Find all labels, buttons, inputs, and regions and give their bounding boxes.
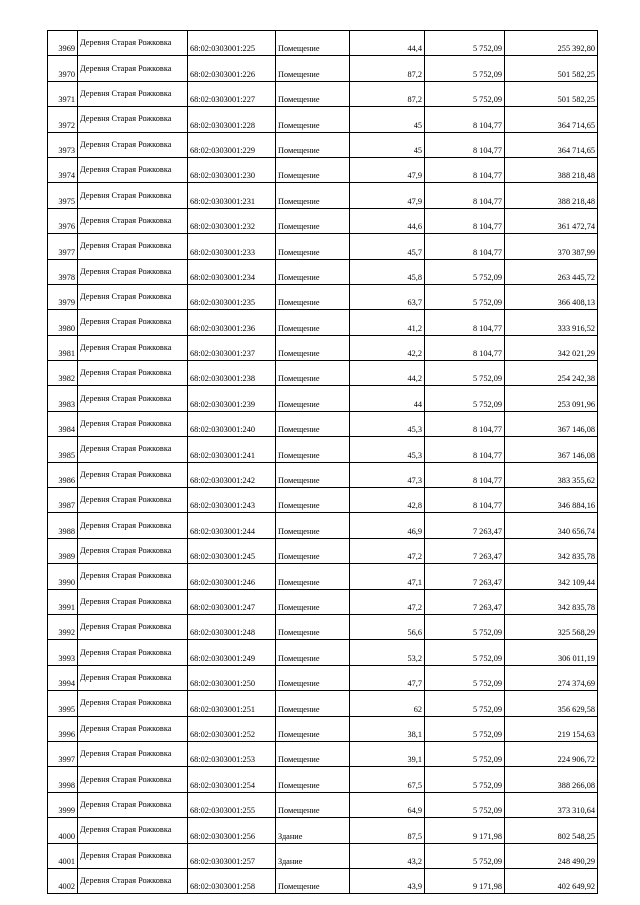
row-number-cell: 4001 bbox=[48, 843, 78, 868]
area-cell: 53,2 bbox=[350, 640, 425, 665]
table-row bbox=[48, 640, 598, 665]
row-number-cell: 3985 bbox=[48, 437, 78, 462]
row-number-cell: 3999 bbox=[48, 792, 78, 817]
cadastral-number-cell: 68:02:0303001:246 bbox=[188, 564, 276, 589]
cadastral-value-cell: 501 582,25 bbox=[505, 56, 598, 81]
location-cell: Деревня Старая Рожковка bbox=[78, 716, 188, 741]
location-cell: Деревня Старая Рожковка bbox=[78, 81, 188, 106]
table-row bbox=[48, 361, 598, 386]
area-cell: 39,1 bbox=[350, 741, 425, 766]
row-number-cell: 3995 bbox=[48, 691, 78, 716]
table-row bbox=[48, 818, 598, 843]
location-cell: Деревня Старая Рожковка bbox=[78, 284, 188, 309]
location-cell: Деревня Старая Рожковка bbox=[78, 691, 188, 716]
table-row bbox=[48, 437, 598, 462]
unit-value-cell: 8 104,77 bbox=[425, 107, 505, 132]
unit-value-cell: 8 104,77 bbox=[425, 488, 505, 513]
object-type-cell: Помещение bbox=[276, 157, 350, 182]
cadastral-number-cell: 68:02:0303001:225 bbox=[188, 31, 276, 56]
table-row bbox=[48, 310, 598, 335]
location-cell: Деревня Старая Рожковка bbox=[78, 234, 188, 259]
cadastral-number-cell: 68:02:0303001:245 bbox=[188, 538, 276, 563]
location-cell: Деревня Старая Рожковка bbox=[78, 132, 188, 157]
cadastral-number-cell: 68:02:0303001:227 bbox=[188, 81, 276, 106]
cadastral-number-cell: 68:02:0303001:242 bbox=[188, 462, 276, 487]
cadastral-value-cell: 254 242,38 bbox=[505, 361, 598, 386]
unit-value-cell: 8 104,77 bbox=[425, 462, 505, 487]
location-cell: Деревня Старая Рожковка bbox=[78, 589, 188, 614]
cadastral-number-cell: 68:02:0303001:247 bbox=[188, 589, 276, 614]
unit-value-cell: 5 752,09 bbox=[425, 31, 505, 56]
object-type-cell: Помещение bbox=[276, 614, 350, 639]
unit-value-cell: 8 104,77 bbox=[425, 157, 505, 182]
cadastral-number-cell: 68:02:0303001:258 bbox=[188, 868, 276, 893]
row-number-cell: 4000 bbox=[48, 818, 78, 843]
area-cell: 45,8 bbox=[350, 259, 425, 284]
table-row bbox=[48, 132, 598, 157]
table-row bbox=[48, 792, 598, 817]
table-row bbox=[48, 234, 598, 259]
table-row bbox=[48, 868, 598, 893]
object-type-cell: Помещение bbox=[276, 107, 350, 132]
cadastral-number-cell: 68:02:0303001:232 bbox=[188, 208, 276, 233]
table-row bbox=[48, 335, 598, 360]
location-cell: Деревня Старая Рожковка bbox=[78, 107, 188, 132]
object-type-cell: Помещение bbox=[276, 462, 350, 487]
cadastral-value-cell: 388 218,48 bbox=[505, 183, 598, 208]
unit-value-cell: 8 104,77 bbox=[425, 335, 505, 360]
area-cell: 47,9 bbox=[350, 157, 425, 182]
row-number-cell: 3986 bbox=[48, 462, 78, 487]
property-table bbox=[47, 30, 598, 894]
cadastral-number-cell: 68:02:0303001:240 bbox=[188, 411, 276, 436]
area-cell: 47,2 bbox=[350, 538, 425, 563]
cadastral-number-cell: 68:02:0303001:257 bbox=[188, 843, 276, 868]
cadastral-number-cell: 68:02:0303001:256 bbox=[188, 818, 276, 843]
object-type-cell: Помещение bbox=[276, 132, 350, 157]
row-number-cell: 3973 bbox=[48, 132, 78, 157]
table-row bbox=[48, 107, 598, 132]
table-row bbox=[48, 462, 598, 487]
cadastral-number-cell: 68:02:0303001:229 bbox=[188, 132, 276, 157]
cadastral-value-cell: 370 387,99 bbox=[505, 234, 598, 259]
area-cell: 47,7 bbox=[350, 665, 425, 690]
location-cell: Деревня Старая Рожковка bbox=[78, 183, 188, 208]
object-type-cell: Помещение bbox=[276, 361, 350, 386]
location-cell: Деревня Старая Рожковка bbox=[78, 31, 188, 56]
table-row bbox=[48, 386, 598, 411]
unit-value-cell: 7 263,47 bbox=[425, 513, 505, 538]
cadastral-value-cell: 501 582,25 bbox=[505, 81, 598, 106]
row-number-cell: 3977 bbox=[48, 234, 78, 259]
unit-value-cell: 8 104,77 bbox=[425, 132, 505, 157]
cadastral-value-cell: 366 408,13 bbox=[505, 284, 598, 309]
table-row bbox=[48, 157, 598, 182]
cadastral-value-cell: 340 656,74 bbox=[505, 513, 598, 538]
location-cell: Деревня Старая Рожковка bbox=[78, 259, 188, 284]
cadastral-number-cell: 68:02:0303001:239 bbox=[188, 386, 276, 411]
unit-value-cell: 5 752,09 bbox=[425, 767, 505, 792]
cadastral-value-cell: 255 392,80 bbox=[505, 31, 598, 56]
area-cell: 44,2 bbox=[350, 361, 425, 386]
row-number-cell: 3984 bbox=[48, 411, 78, 436]
cadastral-value-cell: 346 884,16 bbox=[505, 488, 598, 513]
location-cell: Деревня Старая Рожковка bbox=[78, 310, 188, 335]
row-number-cell: 3979 bbox=[48, 284, 78, 309]
row-number-cell: 3971 bbox=[48, 81, 78, 106]
object-type-cell: Помещение bbox=[276, 335, 350, 360]
object-type-cell: Здание bbox=[276, 818, 350, 843]
object-type-cell: Помещение bbox=[276, 81, 350, 106]
row-number-cell: 3975 bbox=[48, 183, 78, 208]
row-number-cell: 3993 bbox=[48, 640, 78, 665]
unit-value-cell: 8 104,77 bbox=[425, 310, 505, 335]
unit-value-cell: 7 263,47 bbox=[425, 564, 505, 589]
object-type-cell: Помещение bbox=[276, 31, 350, 56]
location-cell: Деревня Старая Рожковка bbox=[78, 614, 188, 639]
cadastral-value-cell: 383 355,62 bbox=[505, 462, 598, 487]
row-number-cell: 3972 bbox=[48, 107, 78, 132]
area-cell: 64,9 bbox=[350, 792, 425, 817]
table-body bbox=[48, 31, 598, 894]
object-type-cell: Помещение bbox=[276, 56, 350, 81]
location-cell: Деревня Старая Рожковка bbox=[78, 640, 188, 665]
cadastral-number-cell: 68:02:0303001:249 bbox=[188, 640, 276, 665]
cadastral-number-cell: 68:02:0303001:234 bbox=[188, 259, 276, 284]
object-type-cell: Помещение bbox=[276, 310, 350, 335]
row-number-cell: 4002 bbox=[48, 868, 78, 893]
cadastral-value-cell: 325 568,29 bbox=[505, 614, 598, 639]
cadastral-value-cell: 402 649,92 bbox=[505, 868, 598, 893]
table-row bbox=[48, 564, 598, 589]
table-row bbox=[48, 284, 598, 309]
table-row bbox=[48, 56, 598, 81]
unit-value-cell: 8 104,77 bbox=[425, 437, 505, 462]
row-number-cell: 3969 bbox=[48, 31, 78, 56]
area-cell: 87,2 bbox=[350, 81, 425, 106]
cadastral-number-cell: 68:02:0303001:226 bbox=[188, 56, 276, 81]
object-type-cell: Помещение bbox=[276, 538, 350, 563]
cadastral-value-cell: 802 548,25 bbox=[505, 818, 598, 843]
area-cell: 38,1 bbox=[350, 716, 425, 741]
location-cell: Деревня Старая Рожковка bbox=[78, 208, 188, 233]
location-cell: Деревня Старая Рожковка bbox=[78, 767, 188, 792]
object-type-cell: Помещение bbox=[276, 259, 350, 284]
area-cell: 43,9 bbox=[350, 868, 425, 893]
row-number-cell: 3992 bbox=[48, 614, 78, 639]
cadastral-value-cell: 364 714,65 bbox=[505, 107, 598, 132]
unit-value-cell: 5 752,09 bbox=[425, 614, 505, 639]
object-type-cell: Помещение bbox=[276, 208, 350, 233]
row-number-cell: 3988 bbox=[48, 513, 78, 538]
object-type-cell: Помещение bbox=[276, 488, 350, 513]
location-cell: Деревня Старая Рожковка bbox=[78, 56, 188, 81]
row-number-cell: 3980 bbox=[48, 310, 78, 335]
row-number-cell: 3998 bbox=[48, 767, 78, 792]
row-number-cell: 3976 bbox=[48, 208, 78, 233]
area-cell: 62 bbox=[350, 691, 425, 716]
location-cell: Деревня Старая Рожковка bbox=[78, 513, 188, 538]
row-number-cell: 3978 bbox=[48, 259, 78, 284]
cadastral-number-cell: 68:02:0303001:228 bbox=[188, 107, 276, 132]
unit-value-cell: 8 104,77 bbox=[425, 208, 505, 233]
table-row bbox=[48, 589, 598, 614]
cadastral-value-cell: 224 906,72 bbox=[505, 741, 598, 766]
object-type-cell: Помещение bbox=[276, 234, 350, 259]
cadastral-number-cell: 68:02:0303001:243 bbox=[188, 488, 276, 513]
location-cell: Деревня Старая Рожковка bbox=[78, 411, 188, 436]
location-cell: Деревня Старая Рожковка bbox=[78, 335, 188, 360]
unit-value-cell: 5 752,09 bbox=[425, 81, 505, 106]
table-row bbox=[48, 513, 598, 538]
cadastral-value-cell: 388 218,48 bbox=[505, 157, 598, 182]
location-cell: Деревня Старая Рожковка bbox=[78, 868, 188, 893]
area-cell: 44,4 bbox=[350, 31, 425, 56]
unit-value-cell: 7 263,47 bbox=[425, 589, 505, 614]
cadastral-number-cell: 68:02:0303001:253 bbox=[188, 741, 276, 766]
cadastral-value-cell: 367 146,08 bbox=[505, 437, 598, 462]
table-row bbox=[48, 741, 598, 766]
area-cell: 46,9 bbox=[350, 513, 425, 538]
cadastral-value-cell: 306 011,19 bbox=[505, 640, 598, 665]
cadastral-number-cell: 68:02:0303001:244 bbox=[188, 513, 276, 538]
unit-value-cell: 9 171,98 bbox=[425, 818, 505, 843]
location-cell: Деревня Старая Рожковка bbox=[78, 818, 188, 843]
table-row bbox=[48, 31, 598, 56]
object-type-cell: Помещение bbox=[276, 284, 350, 309]
row-number-cell: 3989 bbox=[48, 538, 78, 563]
cadastral-number-cell: 68:02:0303001:250 bbox=[188, 665, 276, 690]
unit-value-cell: 8 104,77 bbox=[425, 234, 505, 259]
object-type-cell: Помещение bbox=[276, 386, 350, 411]
row-number-cell: 3996 bbox=[48, 716, 78, 741]
area-cell: 87,2 bbox=[350, 56, 425, 81]
cadastral-value-cell: 373 310,64 bbox=[505, 792, 598, 817]
area-cell: 56,6 bbox=[350, 614, 425, 639]
cadastral-number-cell: 68:02:0303001:238 bbox=[188, 361, 276, 386]
area-cell: 47,3 bbox=[350, 462, 425, 487]
cadastral-number-cell: 68:02:0303001:231 bbox=[188, 183, 276, 208]
cadastral-value-cell: 367 146,08 bbox=[505, 411, 598, 436]
unit-value-cell: 5 752,09 bbox=[425, 361, 505, 386]
table-row bbox=[48, 665, 598, 690]
area-cell: 47,1 bbox=[350, 564, 425, 589]
object-type-cell: Помещение bbox=[276, 691, 350, 716]
unit-value-cell: 8 104,77 bbox=[425, 183, 505, 208]
area-cell: 45,3 bbox=[350, 437, 425, 462]
unit-value-cell: 7 263,47 bbox=[425, 538, 505, 563]
area-cell: 45 bbox=[350, 107, 425, 132]
object-type-cell: Помещение bbox=[276, 411, 350, 436]
cadastral-value-cell: 361 472,74 bbox=[505, 208, 598, 233]
unit-value-cell: 5 752,09 bbox=[425, 386, 505, 411]
cadastral-number-cell: 68:02:0303001:237 bbox=[188, 335, 276, 360]
unit-value-cell: 5 752,09 bbox=[425, 741, 505, 766]
row-number-cell: 3990 bbox=[48, 564, 78, 589]
area-cell: 41,2 bbox=[350, 310, 425, 335]
cadastral-value-cell: 342 835,78 bbox=[505, 538, 598, 563]
location-cell: Деревня Старая Рожковка bbox=[78, 792, 188, 817]
area-cell: 67,5 bbox=[350, 767, 425, 792]
unit-value-cell: 5 752,09 bbox=[425, 716, 505, 741]
area-cell: 47,2 bbox=[350, 589, 425, 614]
cadastral-value-cell: 364 714,65 bbox=[505, 132, 598, 157]
area-cell: 42,2 bbox=[350, 335, 425, 360]
object-type-cell: Помещение bbox=[276, 513, 350, 538]
object-type-cell: Помещение bbox=[276, 665, 350, 690]
unit-value-cell: 9 171,98 bbox=[425, 868, 505, 893]
cadastral-value-cell: 342 835,78 bbox=[505, 589, 598, 614]
cadastral-number-cell: 68:02:0303001:236 bbox=[188, 310, 276, 335]
area-cell: 63,7 bbox=[350, 284, 425, 309]
unit-value-cell: 8 104,77 bbox=[425, 411, 505, 436]
object-type-cell: Помещение bbox=[276, 868, 350, 893]
table-row bbox=[48, 767, 598, 792]
table-row bbox=[48, 614, 598, 639]
object-type-cell: Помещение bbox=[276, 183, 350, 208]
cadastral-value-cell: 248 490,29 bbox=[505, 843, 598, 868]
area-cell: 42,8 bbox=[350, 488, 425, 513]
cadastral-number-cell: 68:02:0303001:254 bbox=[188, 767, 276, 792]
table-row bbox=[48, 538, 598, 563]
area-cell: 45 bbox=[350, 132, 425, 157]
area-cell: 44,6 bbox=[350, 208, 425, 233]
row-number-cell: 3994 bbox=[48, 665, 78, 690]
cadastral-number-cell: 68:02:0303001:252 bbox=[188, 716, 276, 741]
cadastral-value-cell: 274 374,69 bbox=[505, 665, 598, 690]
object-type-cell: Помещение bbox=[276, 767, 350, 792]
object-type-cell: Помещение bbox=[276, 716, 350, 741]
table-row bbox=[48, 843, 598, 868]
cadastral-value-cell: 219 154,63 bbox=[505, 716, 598, 741]
location-cell: Деревня Старая Рожковка bbox=[78, 386, 188, 411]
location-cell: Деревня Старая Рожковка bbox=[78, 361, 188, 386]
table-row bbox=[48, 411, 598, 436]
location-cell: Деревня Старая Рожковка bbox=[78, 157, 188, 182]
object-type-cell: Здание bbox=[276, 843, 350, 868]
object-type-cell: Помещение bbox=[276, 640, 350, 665]
cadastral-number-cell: 68:02:0303001:251 bbox=[188, 691, 276, 716]
object-type-cell: Помещение bbox=[276, 564, 350, 589]
cadastral-value-cell: 253 091,96 bbox=[505, 386, 598, 411]
area-cell: 43,2 bbox=[350, 843, 425, 868]
unit-value-cell: 5 752,09 bbox=[425, 284, 505, 309]
location-cell: Деревня Старая Рожковка bbox=[78, 538, 188, 563]
row-number-cell: 3982 bbox=[48, 361, 78, 386]
cadastral-number-cell: 68:02:0303001:230 bbox=[188, 157, 276, 182]
cadastral-number-cell: 68:02:0303001:241 bbox=[188, 437, 276, 462]
location-cell: Деревня Старая Рожковка bbox=[78, 741, 188, 766]
table-row bbox=[48, 488, 598, 513]
table-row bbox=[48, 81, 598, 106]
cadastral-value-cell: 356 629,58 bbox=[505, 691, 598, 716]
area-cell: 45,3 bbox=[350, 411, 425, 436]
cadastral-value-cell: 263 445,72 bbox=[505, 259, 598, 284]
location-cell: Деревня Старая Рожковка bbox=[78, 437, 188, 462]
location-cell: Деревня Старая Рожковка bbox=[78, 462, 188, 487]
cadastral-number-cell: 68:02:0303001:248 bbox=[188, 614, 276, 639]
row-number-cell: 3991 bbox=[48, 589, 78, 614]
unit-value-cell: 5 752,09 bbox=[425, 640, 505, 665]
row-number-cell: 3981 bbox=[48, 335, 78, 360]
object-type-cell: Помещение bbox=[276, 589, 350, 614]
object-type-cell: Помещение bbox=[276, 792, 350, 817]
unit-value-cell: 5 752,09 bbox=[425, 665, 505, 690]
object-type-cell: Помещение bbox=[276, 437, 350, 462]
table-row bbox=[48, 259, 598, 284]
location-cell: Деревня Старая Рожковка bbox=[78, 488, 188, 513]
row-number-cell: 3970 bbox=[48, 56, 78, 81]
cadastral-value-cell: 333 916,52 bbox=[505, 310, 598, 335]
location-cell: Деревня Старая Рожковка bbox=[78, 564, 188, 589]
table-row bbox=[48, 208, 598, 233]
row-number-cell: 3997 bbox=[48, 741, 78, 766]
row-number-cell: 3987 bbox=[48, 488, 78, 513]
unit-value-cell: 5 752,09 bbox=[425, 259, 505, 284]
table-row bbox=[48, 691, 598, 716]
cadastral-value-cell: 388 266,08 bbox=[505, 767, 598, 792]
area-cell: 45,7 bbox=[350, 234, 425, 259]
area-cell: 47,9 bbox=[350, 183, 425, 208]
cadastral-number-cell: 68:02:0303001:233 bbox=[188, 234, 276, 259]
area-cell: 44 bbox=[350, 386, 425, 411]
location-cell: Деревня Старая Рожковка bbox=[78, 665, 188, 690]
object-type-cell: Помещение bbox=[276, 741, 350, 766]
location-cell: Деревня Старая Рожковка bbox=[78, 843, 188, 868]
unit-value-cell: 5 752,09 bbox=[425, 56, 505, 81]
row-number-cell: 3974 bbox=[48, 157, 78, 182]
row-number-cell: 3983 bbox=[48, 386, 78, 411]
cadastral-value-cell: 342 021,29 bbox=[505, 335, 598, 360]
cadastral-value-cell: 342 109,44 bbox=[505, 564, 598, 589]
area-cell: 87,5 bbox=[350, 818, 425, 843]
table-row bbox=[48, 716, 598, 741]
unit-value-cell: 5 752,09 bbox=[425, 792, 505, 817]
cadastral-number-cell: 68:02:0303001:255 bbox=[188, 792, 276, 817]
table-row bbox=[48, 183, 598, 208]
unit-value-cell: 5 752,09 bbox=[425, 843, 505, 868]
unit-value-cell: 5 752,09 bbox=[425, 691, 505, 716]
cadastral-number-cell: 68:02:0303001:235 bbox=[188, 284, 276, 309]
